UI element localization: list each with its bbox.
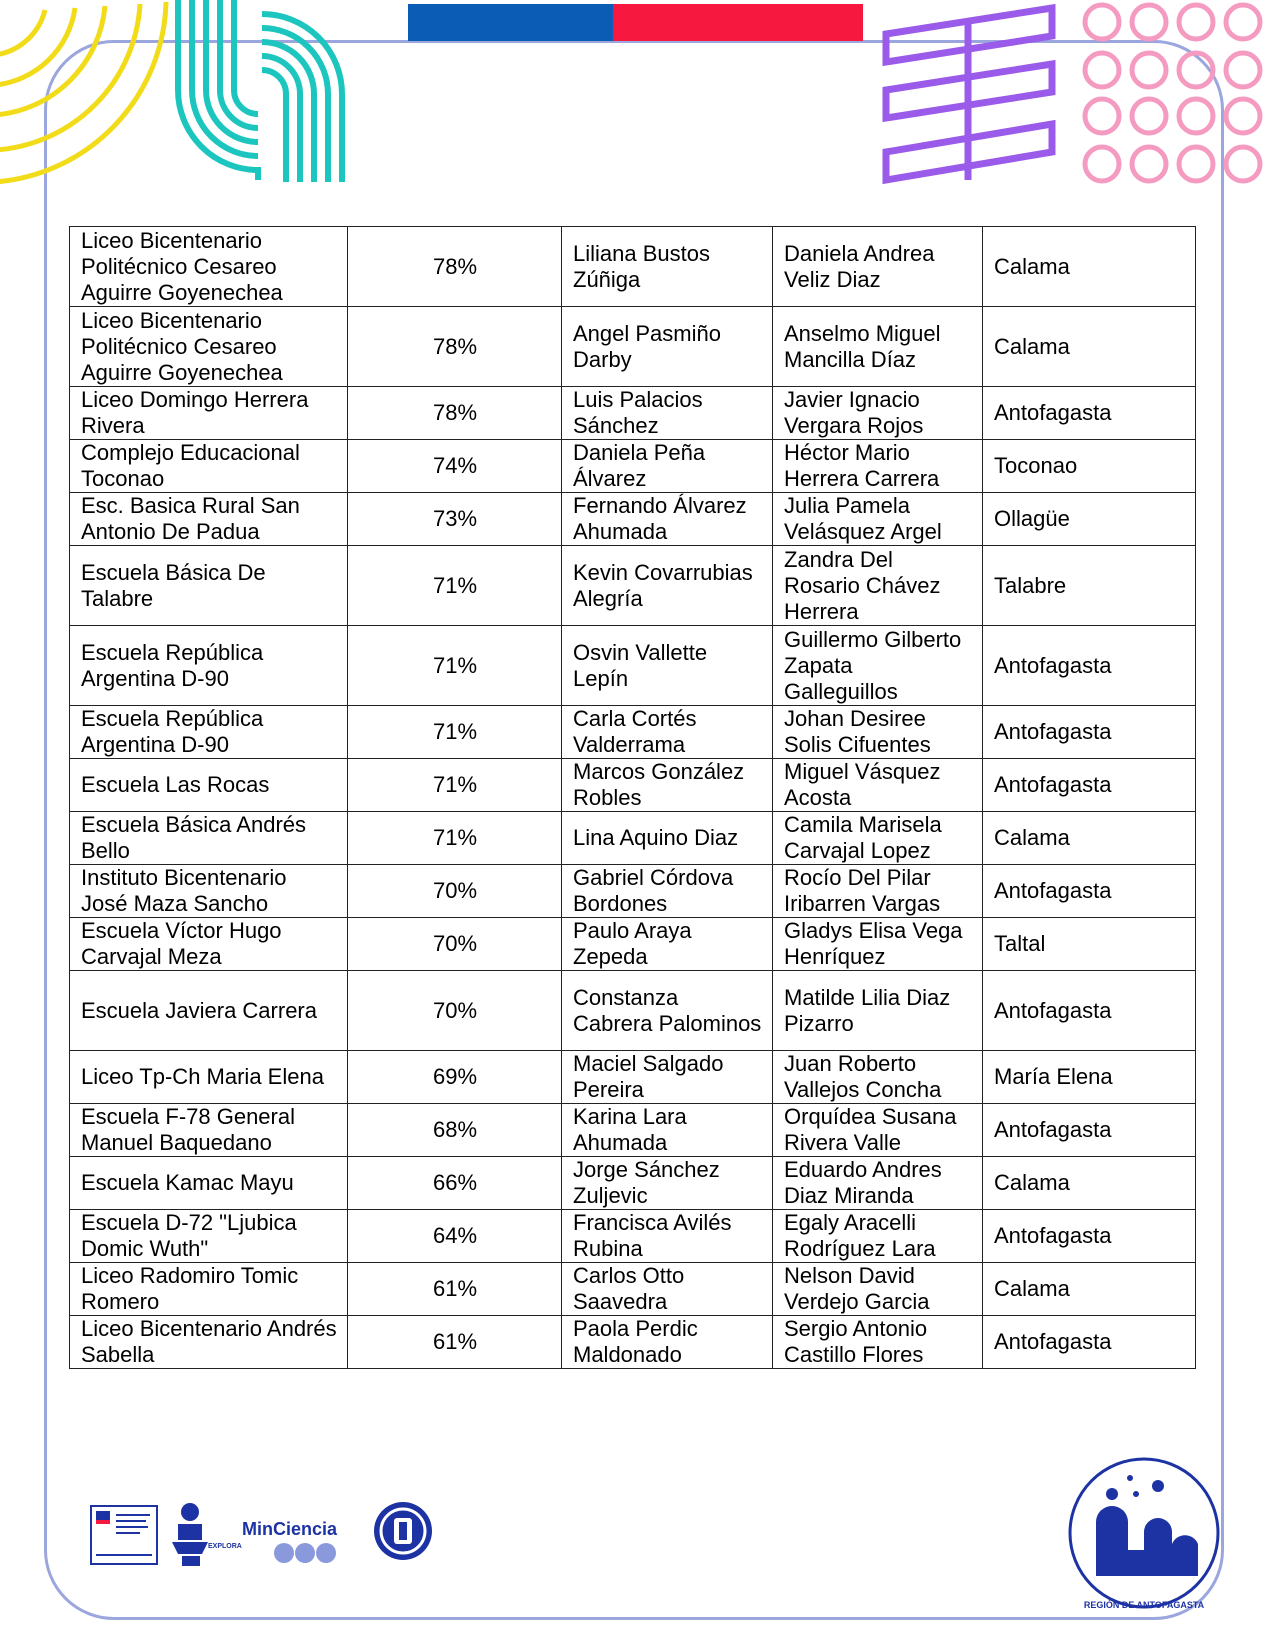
roster-table [69, 226, 1196, 1369]
roster-table-body [70, 227, 1196, 1369]
person2-cell: Gladys Elisa Vega Henríquez [773, 918, 983, 971]
percentage-cell: 66% [348, 1157, 562, 1210]
percentage-cell: 69% [348, 1051, 562, 1104]
city-cell: Calama [983, 812, 1196, 865]
school-cell: Escuela Básica Andrés Bello [70, 812, 348, 865]
school-cell: Escuela Víctor Hugo Carvajal Meza [70, 918, 348, 971]
city-cell: Calama [983, 227, 1196, 307]
table-row [70, 918, 1196, 971]
table-row [70, 440, 1196, 493]
pink-circles-decoration [1080, 0, 1275, 190]
school-cell: Escuela Las Rocas [70, 759, 348, 812]
person1-cell: Carla Cortés Valderrama [562, 706, 773, 759]
table-row [70, 1157, 1196, 1210]
city-cell: Antofagasta [983, 971, 1196, 1051]
school-cell: Escuela F-78 General Manuel Baquedano [70, 1104, 348, 1157]
city-cell: Antofagasta [983, 626, 1196, 706]
school-cell: Liceo Bicentenario Andrés Sabella [70, 1316, 348, 1369]
person1-cell: Angel Pasmiño Darby [562, 307, 773, 387]
person2-cell: Rocío Del Pilar Iribarren Vargas [773, 865, 983, 918]
city-cell: Antofagasta [983, 1316, 1196, 1369]
city-cell: Antofagasta [983, 759, 1196, 812]
person2-cell: Anselmo Miguel Mancilla Díaz [773, 307, 983, 387]
city-cell: Toconao [983, 440, 1196, 493]
person2-cell: Héctor Mario Herrera Carrera [773, 440, 983, 493]
person2-cell: Miguel Vásquez Acosta [773, 759, 983, 812]
school-cell: Liceo Bicentenario Politécnico Cesareo Aguirre Goyenechea [70, 307, 348, 387]
table-row [70, 227, 1196, 307]
school-cell: Liceo Tp-Ch Maria Elena [70, 1051, 348, 1104]
table-row [70, 1104, 1196, 1157]
person2-cell: Orquídea Susana Rivera Valle [773, 1104, 983, 1157]
purple-zigzag-decoration [880, 0, 1060, 190]
person2-cell: Camila Marisela Carvajal Lopez [773, 812, 983, 865]
city-cell: Ollagüe [983, 493, 1196, 546]
percentage-cell: 71% [348, 706, 562, 759]
table-row [70, 546, 1196, 626]
region-antofagasta-logo [1070, 1450, 1230, 1620]
person1-cell: Kevin Covarrubias Alegría [562, 546, 773, 626]
person1-cell: Marcos González Robles [562, 759, 773, 812]
table-row [70, 865, 1196, 918]
city-cell: Antofagasta [983, 1104, 1196, 1157]
person1-cell: Maciel Salgado Pereira [562, 1051, 773, 1104]
person1-cell: Constanza Cabrera Palominos [562, 971, 773, 1051]
city-cell: Antofagasta [983, 865, 1196, 918]
table-row [70, 1051, 1196, 1104]
person2-cell: Julia Pamela Velásquez Argel [773, 493, 983, 546]
university-seal-logo [372, 1500, 434, 1562]
flag-bar-red [613, 4, 863, 41]
person1-cell: Lina Aquino Diaz [562, 812, 773, 865]
percentage-cell: 61% [348, 1316, 562, 1369]
percentage-cell: 78% [348, 227, 562, 307]
person2-cell: Eduardo Andres Diaz Miranda [773, 1157, 983, 1210]
city-cell: Taltal [983, 918, 1196, 971]
percentage-cell: 70% [348, 971, 562, 1051]
table-row [70, 626, 1196, 706]
minciencia-logo-text: MinCiencia [242, 1519, 338, 1539]
person1-cell: Osvin Vallette Lepín [562, 626, 773, 706]
table-row [70, 706, 1196, 759]
school-cell: Escuela Kamac Mayu [70, 1157, 348, 1210]
table-row [70, 759, 1196, 812]
person2-cell: Javier Ignacio Vergara Rojos [773, 387, 983, 440]
percentage-cell: 64% [348, 1210, 562, 1263]
percentage-cell: 78% [348, 387, 562, 440]
school-cell: Escuela República Argentina D-90 [70, 706, 348, 759]
person2-cell: Johan Desiree Solis Cifuentes [773, 706, 983, 759]
city-cell: Antofagasta [983, 706, 1196, 759]
person1-cell: Daniela Peña Álvarez [562, 440, 773, 493]
school-cell: Escuela D-72 "Ljubica Domic Wuth" [70, 1210, 348, 1263]
percentage-cell: 71% [348, 759, 562, 812]
table-row [70, 387, 1196, 440]
percentage-cell: 61% [348, 1263, 562, 1316]
person2-cell: Guillermo Gilberto Zapata Galleguillos [773, 626, 983, 706]
percentage-cell: 70% [348, 865, 562, 918]
person1-cell: Paola Perdic Maldonado [562, 1316, 773, 1369]
person1-cell: Carlos Otto Saavedra [562, 1263, 773, 1316]
person2-cell: Egaly Aracelli Rodríguez Lara [773, 1210, 983, 1263]
explora-logo-text: EXPLORA [208, 1543, 242, 1550]
person1-cell: Gabriel Córdova Bordones [562, 865, 773, 918]
school-cell: Liceo Radomiro Tomic Romero [70, 1263, 348, 1316]
percentage-cell: 78% [348, 307, 562, 387]
school-cell: Escuela Javiera Carrera [70, 971, 348, 1051]
person1-cell: Jorge Sánchez Zuljevic [562, 1157, 773, 1210]
person2-cell: Nelson David Verdejo Garcia [773, 1263, 983, 1316]
person1-cell: Karina Lara Ahumada [562, 1104, 773, 1157]
school-cell: Instituto Bicentenario José Maza Sancho [70, 865, 348, 918]
percentage-cell: 71% [348, 812, 562, 865]
school-cell: Escuela República Argentina D-90 [70, 626, 348, 706]
person2-cell: Juan Roberto Vallejos Concha [773, 1051, 983, 1104]
person2-cell: Sergio Antonio Castillo Flores [773, 1316, 983, 1369]
city-cell: Calama [983, 307, 1196, 387]
percentage-cell: 70% [348, 918, 562, 971]
school-cell: Liceo Domingo Herrera Rivera [70, 387, 348, 440]
percentage-cell: 74% [348, 440, 562, 493]
person1-cell: Luis Palacios Sánchez [562, 387, 773, 440]
person2-cell: Daniela Andrea Veliz Diaz [773, 227, 983, 307]
yellow-arcs-decoration [0, 0, 170, 190]
school-cell: Esc. Basica Rural San Antonio De Padua [70, 493, 348, 546]
table-row [70, 1316, 1196, 1369]
table-row [70, 1263, 1196, 1316]
school-cell: Escuela Básica De Talabre [70, 546, 348, 626]
school-cell: Complejo Educacional Toconao [70, 440, 348, 493]
percentage-cell: 71% [348, 546, 562, 626]
city-cell: Talabre [983, 546, 1196, 626]
person2-cell: Matilde Lilia Diaz Pizarro [773, 971, 983, 1051]
table-row [70, 1210, 1196, 1263]
table-row [70, 971, 1196, 1051]
teal-lines-decoration [170, 0, 360, 182]
region-logo-text: REGIÓN DE ANTOFAGASTA [1083, 1600, 1205, 1610]
minciencia-logo [242, 1515, 360, 1567]
school-cell: Liceo Bicentenario Politécnico Cesareo Aguirre Goyenechea [70, 227, 348, 307]
city-cell: Calama [983, 1157, 1196, 1210]
percentage-cell: 73% [348, 493, 562, 546]
person1-cell: Francisca Avilés Rubina [562, 1210, 773, 1263]
table-row [70, 812, 1196, 865]
city-cell: María Elena [983, 1051, 1196, 1104]
city-cell: Antofagasta [983, 1210, 1196, 1263]
percentage-cell: 71% [348, 626, 562, 706]
person2-cell: Zandra Del Rosario Chávez Herrera [773, 546, 983, 626]
percentage-cell: 68% [348, 1104, 562, 1157]
person1-cell: Liliana Bustos Zúñiga [562, 227, 773, 307]
person1-cell: Paulo Araya Zepeda [562, 918, 773, 971]
flag-bar-blue [408, 4, 613, 41]
city-cell: Antofagasta [983, 387, 1196, 440]
table-row [70, 307, 1196, 387]
gobierno-logo [90, 1505, 158, 1565]
explora-logo [168, 1500, 242, 1570]
person1-cell: Fernando Álvarez Ahumada [562, 493, 773, 546]
table-row [70, 493, 1196, 546]
city-cell: Calama [983, 1263, 1196, 1316]
